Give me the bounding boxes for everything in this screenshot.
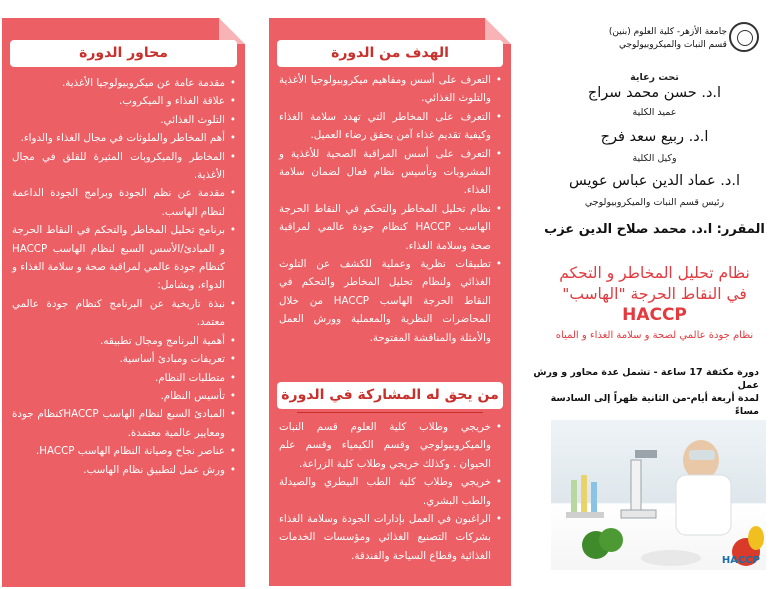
course-topic-item: • علاقة الغذاء و الميكروب. — [12, 92, 237, 110]
event-schedule: لمدة أربعة أيام-من الثانية ظهراً إلى السادسة مساءً — [550, 393, 759, 417]
course-topic-item: • مقدمة عن نظم الجودة وبرامج الجودة الداعمة لنظام الهاسب. — [12, 184, 237, 221]
course-subtitle: نظام جودة عالمي لصحة و سلامة الغذاء و المياه — [555, 330, 754, 341]
university-logo-icon — [729, 22, 759, 52]
university-name: جامعة الأزهر- كلية العلوم (بنين) — [608, 27, 727, 37]
course-topic-item: • أهم المخاطر والملوثات في مجال الغذاء والدواء. — [12, 129, 237, 147]
course-topic-item: • تأسيس النظام. — [12, 387, 237, 405]
participant-group-item: • الراغبون في العمل بإدارات الجودة وسلامة الغذاء بشركات التصنيع الغذائي ومؤسسات الخدمات الغذائية وقطاع السياحة والفندقة. — [279, 510, 503, 565]
course-topic-item: • التلوث الغذائي. — [12, 111, 237, 129]
event-duration: دورة مكثفة 17 ساعة - تشمل عدة محاور و ورش عمل — [533, 367, 759, 391]
course-goal-item: • التعرف على أسس ومفاهيم ميكروبيولوجيا الأغذية والتلوث الغذائي. — [279, 71, 503, 108]
patron1-role: عميد الكلية — [632, 107, 677, 118]
patron1-name: ا.د. حسن محمد سراج — [587, 85, 722, 101]
course-title-acronym: HACCP — [622, 305, 687, 325]
divider — [297, 412, 483, 413]
course-topic-item: • تعريفات ومبادئ أساسية. — [12, 350, 237, 368]
course-topic-item: • ورش عمل لتطبيق نظام الهاسب. — [12, 461, 237, 479]
photo-haccp-label: HACCP — [721, 555, 760, 566]
participants-title: من يحق له المشاركة في الدورة — [277, 382, 503, 409]
course-topic-item: • متطلبات النظام. — [12, 369, 237, 387]
course-topic-item: • نبذة تاريخية عن البرنامج كنظام جودة عالمي معتمد. — [12, 295, 237, 332]
course-title-line1: نظام تحليل المخاطر و التحكم — [559, 264, 750, 282]
course-topic-item: • مقدمة عامة عن ميكروبيولوجيا الأغذية. — [12, 74, 237, 92]
patron2-name: ا.د. ربيع سعد فرج — [600, 129, 709, 145]
course-rapporteur: المقرر: ا.د. محمد صلاح الدين عزب — [544, 222, 765, 237]
course-topic-item: • برنامج تحليل المخاطر والتحكم في النقاط الحرجة و المبادئ/الأسس السبع لنظام الهاسب HACCP كنظام جودة عالمي لمراقبة صحة و سلامة الغذاء و الدواء، وبشامل: — [12, 221, 237, 295]
course-topic-item: • المبادئ السبع لنظام الهاسب HACCPكنظام جودة ومعايير عالمية معتمدة. — [12, 405, 237, 442]
course-topic-item: • المخاطر والميكروبات المثيرة للقلق في مجال الأغذية. — [12, 148, 237, 185]
course-topics-list — [12, 74, 237, 479]
patron3-name: ا.د. عماد الدين عباس عويس — [569, 173, 740, 189]
university-header — [609, 26, 727, 52]
department-name: قسم النبات والميكروبيولوجي — [618, 40, 727, 50]
course-topics-title: محاور الدورة — [10, 40, 237, 67]
course-goals-list — [279, 71, 503, 347]
patron2-role: وكيل الكلية — [632, 153, 677, 164]
course-goal-item: • التعرف على المخاطر التي تهدد سلامة الغذاء وكيفية تقديم غذاء آمن يحقق رضاء العميل. — [279, 108, 503, 145]
lab-photo — [551, 420, 766, 570]
patronage-label: تحت رعاية — [630, 72, 679, 83]
course-goals-panel — [269, 18, 511, 586]
course-topics-panel — [2, 18, 245, 587]
course-goal-item: • تطبيقات نظرية وعملية للكشف عن التلوث الغذائي ولنظام تحليل المخاطر والتحكم في النقاط الحرجة الهاسب HACCP من خلال المحاضرات النظرية والمعملية وورش العمل والأمثلة والمناقشة المفتوحة. — [279, 255, 503, 347]
course-goals-title: الهدف من الدورة — [277, 40, 503, 67]
course-goal-item: • التعرف على أسس المراقبة الصحية للأغذية و المشروبات وتأسيس نظام فعال لضمان سلامة الغذاء. — [279, 145, 503, 200]
lab-scene-icon — [551, 420, 766, 570]
participants-list — [279, 418, 503, 565]
participant-group-item: • خريجي وطلاب كلية العلوم قسم النبات والميكروبيولوجي وقسم الكيمياء وقسم علم الحيوان . وكذلك خريجي وطلاب كلية الزراعة. — [279, 418, 503, 473]
patron3-role: رئيس قسم النبات والميكروبيولوجي — [584, 197, 725, 208]
course-topic-item: • أهمية البرنامج ومجال تطبيقه. — [12, 332, 237, 350]
participant-group-item: • خريجي وطلاب كلية الطب البيطري والصيدلة والطب البشري. — [279, 473, 503, 510]
course-goal-item: • نظام تحليل المخاطر والتحكم في النقاط الحرجة الهاسب HACCP كنظام جودة عالمي لمراقبة صحة وسلامة الغذاء. — [279, 200, 503, 255]
course-title-line2: في النقاط الحرجة "الهاسب" — [562, 285, 747, 303]
course-topic-item: • عناصر نجاح وصيانة النظام الهاسب HACCP. — [12, 442, 237, 460]
